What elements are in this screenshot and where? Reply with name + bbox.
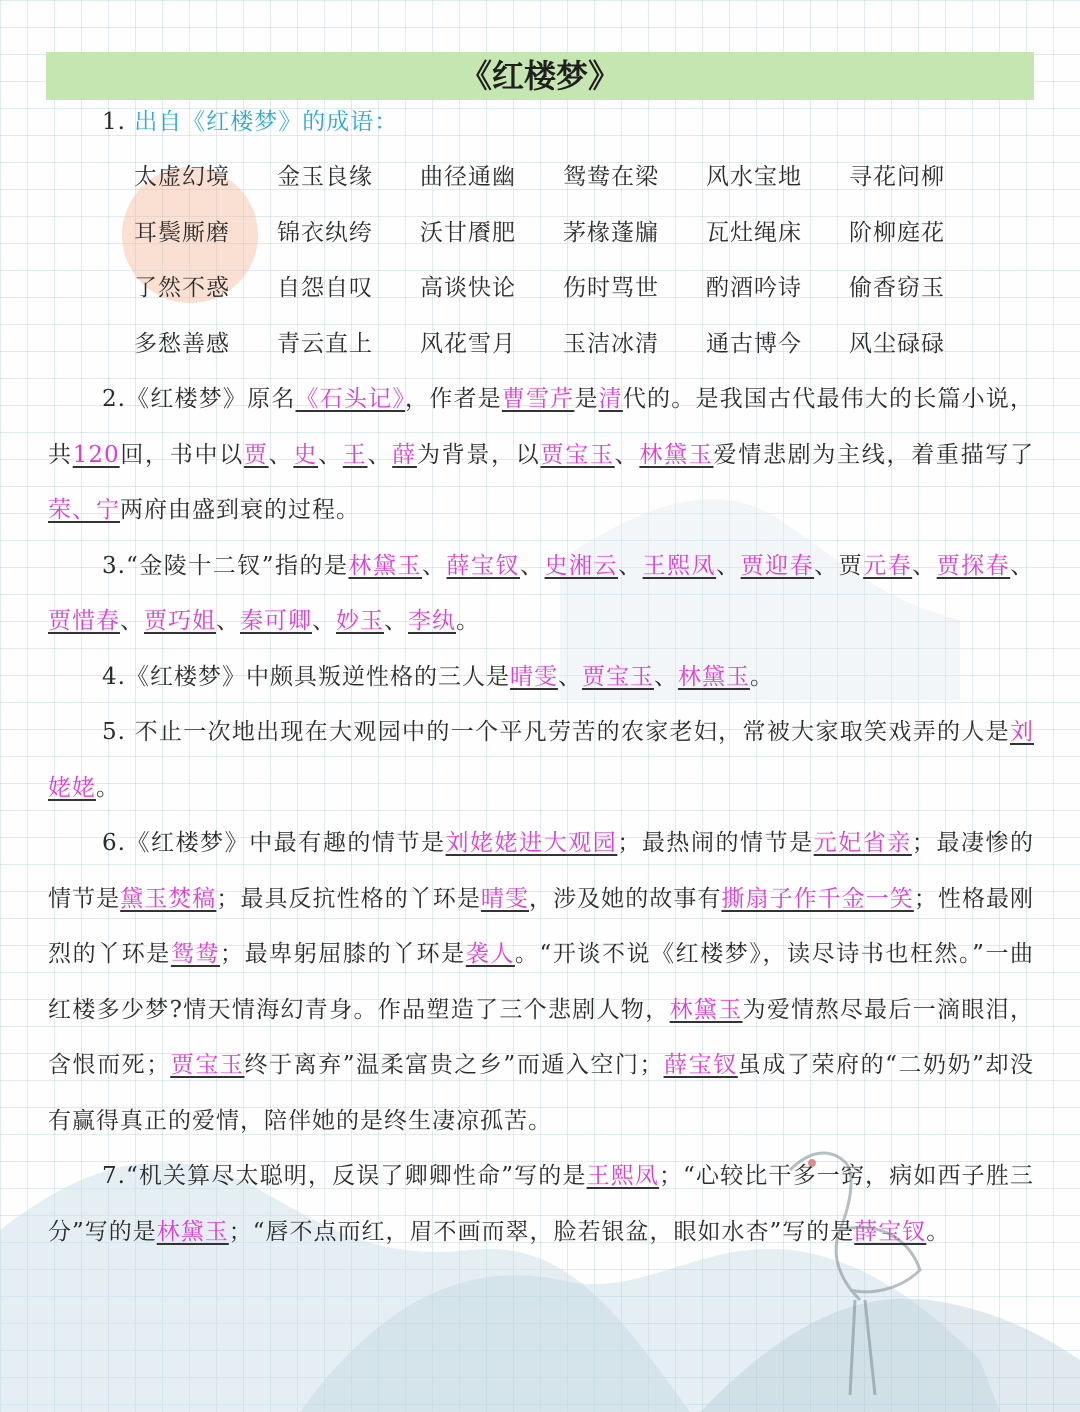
answer: 贾巧姐 — [144, 608, 216, 634]
answer: 晴雯 — [480, 885, 530, 912]
answer: 清 — [598, 386, 623, 412]
answer: 王熙凤 — [586, 1163, 660, 1189]
idiom: 茅椽蓬牖 — [563, 219, 659, 246]
answer: 林黛玉 — [677, 663, 750, 690]
answer: 120 — [72, 441, 120, 468]
answer: 元春 — [863, 552, 913, 579]
idiom: 曲径通幽 — [420, 164, 516, 190]
idiom: 玉洁冰清 — [563, 330, 659, 357]
answer: 《石头记》 — [295, 386, 406, 412]
answer: 元妃省亲 — [813, 830, 912, 856]
idiom-row — [134, 150, 1034, 206]
idiom: 高谈快论 — [420, 275, 516, 301]
idiom: 太虚幻境 — [134, 164, 230, 190]
answer: 薛宝钗 — [446, 552, 521, 579]
answer: 贾 — [243, 441, 269, 468]
answer: 刘姥姥进大观园 — [445, 830, 618, 856]
answer: 晴雯 — [509, 663, 558, 690]
answer: 贾惜春 — [48, 608, 120, 634]
idiom-heading-label: 出自《红楼梦》的成语： — [134, 109, 399, 135]
answer: 贾宝玉 — [581, 663, 654, 690]
idiom: 风花雪月 — [420, 330, 516, 357]
answer: 黛玉焚稿 — [120, 885, 217, 912]
idiom-row — [134, 261, 1034, 317]
answer: 贾探春 — [936, 552, 1011, 579]
answer: 薛 — [392, 441, 417, 468]
idiom: 风水宝地 — [706, 164, 802, 190]
answer: 撕扇子作千金一笑 — [721, 885, 914, 912]
answer: 刘姥姥 — [48, 719, 1034, 801]
idiom: 沃甘餍肥 — [420, 219, 516, 246]
idiom: 鸳鸯在梁 — [563, 164, 659, 190]
section-2-paragraph: 2.《红楼梦》原名《石头记》，作者是曹雪芹是清代的。是我国古代最伟大的长篇小说，共120回，书中以贾、史、王、薛为背景，以贾宝玉、林黛玉爱情悲剧为主线，着重描写了荣、宁两府由盛到衰的过程。 — [48, 386, 1035, 523]
idiom: 耳鬓厮磨 — [134, 219, 230, 246]
answer: 林黛玉 — [669, 996, 743, 1023]
answer: 荣、宁 — [48, 497, 120, 523]
idiom: 寻花问柳 — [849, 164, 945, 190]
answer: 薛宝钗 — [854, 1218, 927, 1245]
idiom: 伤时骂世 — [563, 275, 659, 301]
answer: 鸳鸯 — [170, 941, 221, 967]
answer: 史湘云 — [544, 552, 619, 579]
section-7-paragraph: 7.“机关算尽太聪明，反误了卿卿性命”写的是王熙凤；“心较比干多一窍，病如西子胜三分”写的是林黛玉；“唇不点而红，眉不画而翠，脸若银盆，眼如水杏”写的是薛宝钗。 — [48, 1163, 1034, 1245]
section-5-paragraph: 5. 不止一次地出现在大观园中的一个平凡劳苦的农家老妇，常被大家取笑戏弄的人是刘姥姥。 — [48, 719, 1034, 801]
answer: 贾宝玉 — [540, 441, 615, 468]
idiom: 锦衣纨绔 — [277, 219, 373, 246]
section-4-paragraph: 4.《红楼梦》中颇具叛逆性格的三人是晴雯、贾宝玉、林黛玉。 — [102, 663, 774, 690]
answer: 林黛玉 — [348, 552, 422, 579]
idiom: 多愁善感 — [134, 330, 230, 357]
answer: 林黛玉 — [156, 1218, 229, 1245]
idiom-row — [134, 206, 1034, 262]
answer: 贾宝玉 — [170, 1052, 245, 1078]
answer: 王熙凤 — [642, 552, 717, 579]
answer: 秦可卿 — [240, 608, 312, 634]
answer: 曹雪芹 — [501, 386, 575, 412]
idiom: 风尘碌碌 — [849, 330, 945, 357]
answer: 贾迎春 — [740, 552, 815, 579]
answer: 李纨 — [408, 608, 456, 634]
content — [48, 95, 1034, 1260]
section-3-paragraph: 3.“金陵十二钗”指的是林黛玉、薛宝钗、史湘云、王熙凤、贾迎春、贾元春、贾探春、贾惜春、贾巧姐、秦可卿、妙玉、李纨。 — [48, 552, 1035, 634]
idiom: 偷香窃玉 — [849, 275, 945, 301]
section-6-paragraph: 6.《红楼梦》中最有趣的情节是刘姥姥进大观园；最热闹的情节是元妃省亲；最凄惨的情节是黛玉焚稿；最具反抗性格的丫环是晴雯，涉及她的故事有撕扇子作千金一笑；性格最刚烈的丫环是鸳鸯；最卑躬屈膝的丫环是袭人。“开谈不说《红楼梦》，读尽诗书也枉然。”一曲红楼多少梦?情天情海幻青身。作品塑造了三个悲剧人物，林黛玉为爱情熬尽最后一滴眼泪，含恨而死；贾宝玉终于离弃”温柔富贵之乡”而遁入空门；薛宝钗虽成了荣府的“二奶奶”却没有赢得真正的爱情，陪伴她的是终生凄凉孤苦。 — [48, 830, 1035, 1134]
section-1-heading: 1. 出自《红楼梦》的成语： — [102, 109, 399, 135]
answer: 薛宝钗 — [663, 1052, 738, 1078]
idiom: 瓦灶绳床 — [706, 219, 802, 246]
answer: 妙玉 — [336, 608, 384, 634]
idiom-row — [134, 317, 1034, 373]
idiom: 金玉良缘 — [277, 164, 373, 190]
answer: 袭人 — [465, 941, 515, 967]
page-title: 《红楼梦》 — [459, 57, 620, 95]
answer: 王 — [342, 441, 368, 468]
idiom: 青云直上 — [277, 330, 373, 357]
idiom: 阶柳庭花 — [849, 219, 945, 246]
idiom: 酌酒吟诗 — [706, 275, 802, 301]
answer: 史 — [293, 441, 319, 468]
idiom: 自怨自叹 — [277, 275, 373, 301]
idiom: 了然不惑 — [134, 275, 230, 301]
idiom: 通古博今 — [706, 330, 802, 357]
answer: 林黛玉 — [639, 441, 714, 468]
idiom-grid — [48, 150, 1034, 372]
